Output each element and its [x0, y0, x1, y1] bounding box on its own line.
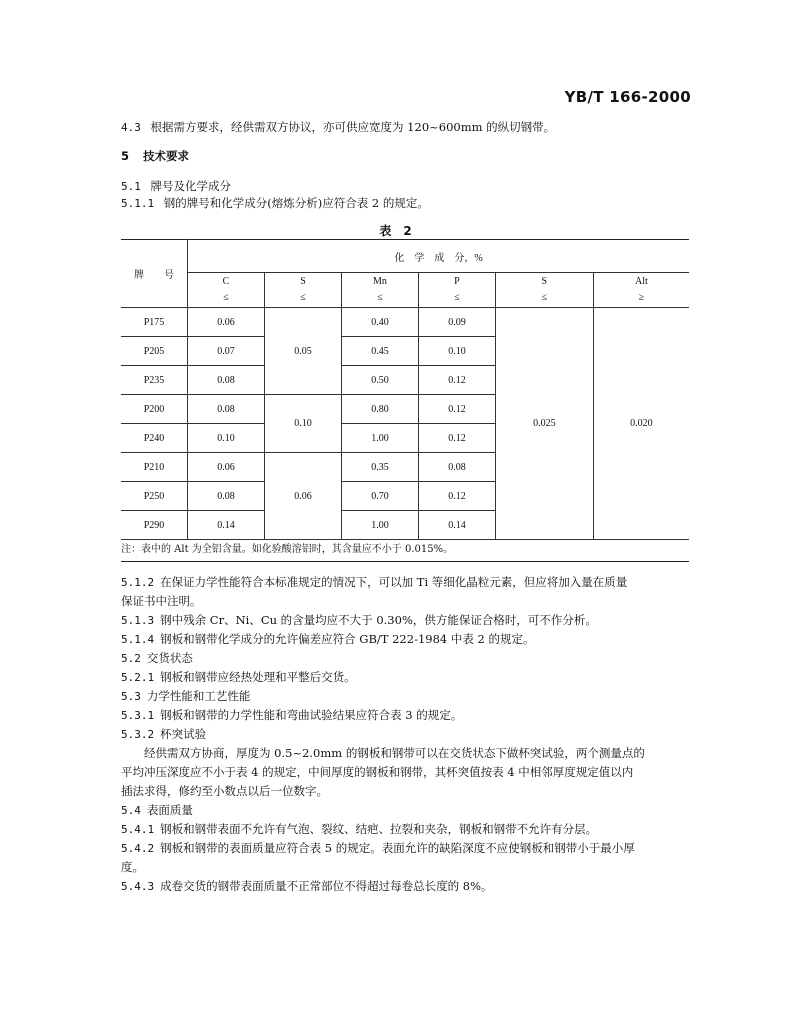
cell-c: 0.07 — [188, 337, 265, 366]
clause-5-2-1 — [121, 668, 691, 687]
cell-p: 0.12 — [418, 424, 495, 453]
cell-c: 0.06 — [188, 453, 265, 482]
cell-p: 0.12 — [418, 482, 495, 511]
header-chemical-composition: 化 学 成 分，% — [188, 240, 690, 273]
cell-mn: 0.45 — [341, 337, 418, 366]
cell-brand: P210 — [121, 453, 188, 482]
clause-5-4-1 — [121, 820, 691, 839]
clause-text: 钢板和钢带化学成分的允许偏差应符合 GB/T 222-1984 中表 2 的规定。 — [160, 632, 535, 646]
section-title: 技术要求 — [143, 149, 190, 163]
clause-number: 5.1.1 — [121, 197, 155, 210]
clause-number: 5.3 — [121, 690, 141, 703]
clause-4-3 — [121, 119, 693, 136]
clause-5-1 — [121, 178, 693, 195]
clause-5-2 — [121, 649, 691, 668]
header-brand: 牌 号 — [121, 240, 188, 308]
clause-number: 5.2.1 — [121, 671, 155, 684]
cell-brand: P175 — [121, 308, 188, 337]
cell-p: 0.12 — [418, 366, 495, 395]
clause-number: 5.4 — [121, 804, 141, 817]
clause-text: 表面质量 — [146, 803, 193, 817]
cell-mn: 1.00 — [341, 511, 418, 540]
clause-text: 杯突试验 — [160, 727, 207, 741]
cell-brand: P200 — [121, 395, 188, 424]
clause-5-4-2 — [121, 839, 691, 858]
clause-text: 钢的牌号和化学成分(熔炼分析)应符合表 2 的规定。 — [163, 196, 429, 210]
header-element-p: P ≤ — [418, 273, 495, 308]
header-element-mn: Mn ≤ — [341, 273, 418, 308]
clause-text: 钢板和钢带表面不允许有气泡、裂纹、结疤、拉裂和夹杂，钢板和钢带不允许有分层。 — [160, 822, 598, 836]
cell-c: 0.10 — [188, 424, 265, 453]
cell-alt-total: 0.020 — [593, 308, 689, 540]
cell-p: 0.09 — [418, 308, 495, 337]
cell-p: 0.14 — [418, 511, 495, 540]
cell-c: 0.08 — [188, 395, 265, 424]
clause-number: 5.4.2 — [121, 842, 155, 855]
cell-brand: P205 — [121, 337, 188, 366]
clause-5-3-2 — [121, 725, 691, 744]
clauses-body — [121, 573, 691, 896]
clause-5-3-2-body-2 — [121, 763, 691, 782]
table-bottom-rule — [121, 561, 689, 562]
clause-number: 5.1.4 — [121, 633, 155, 646]
clause-5-1-1 — [121, 195, 693, 212]
clause-number: 5.4.1 — [121, 823, 155, 836]
clause-text: 牌号及化学成分 — [150, 179, 232, 193]
clause-text: 钢中残余 Cr、Ni、Cu 的含量均应不大于 0.30%，供方能保证合格时，可不作分析。 — [160, 613, 597, 627]
header-element-alt: Alt ≥ — [593, 273, 689, 308]
cell-s-group-3: 0.06 — [264, 453, 341, 540]
clause-number: 5.1 — [121, 180, 141, 193]
table-row — [121, 308, 689, 337]
cell-brand: P250 — [121, 482, 188, 511]
clause-text: 保证书中注明。 — [121, 594, 202, 608]
header-element-s: S ≤ — [264, 273, 341, 308]
cell-c: 0.06 — [188, 308, 265, 337]
clause-text: 钢板和钢带的表面质量应符合表 5 的规定。表面允许的缺陷深度不应使钢板和钢带小于最小厚 — [160, 841, 635, 855]
clause-number: 5.2 — [121, 652, 141, 665]
header-element-c: C ≤ — [188, 273, 265, 308]
cell-mn: 0.50 — [341, 366, 418, 395]
table-2-chemical-composition — [121, 239, 689, 540]
clause-5-1-2 — [121, 573, 691, 592]
clause-5-3-2-body-1 — [121, 744, 691, 763]
clause-5-1-3 — [121, 611, 691, 630]
clause-5-3-1 — [121, 706, 691, 725]
cell-c: 0.08 — [188, 482, 265, 511]
clause-5-1-4 — [121, 630, 691, 649]
cell-p: 0.10 — [418, 337, 495, 366]
cell-mn: 0.40 — [341, 308, 418, 337]
cell-mn: 0.80 — [341, 395, 418, 424]
clause-text: 钢板和钢带应经热处理和平整后交货。 — [160, 670, 356, 684]
clause-text: 经供需双方协商，厚度为 0.5~2.0mm 的钢板和钢带可以在交货状态下做杯突试验，两个测量点的 — [121, 746, 645, 760]
cell-s-group-2: 0.10 — [264, 395, 341, 453]
cell-p: 0.08 — [418, 453, 495, 482]
clause-text: 平均冲压深度应不小于表 4 的规定，中间厚度的钢板和钢带，其杯突值按表 4 中相邻厚度规定值以内 — [121, 765, 634, 779]
cell-s-group-1: 0.05 — [264, 308, 341, 395]
cell-brand: P235 — [121, 366, 188, 395]
section-number: 5 — [121, 149, 130, 163]
clause-text: 根据需方要求，经供需双方协议，亦可供应宽度为 120~600mm 的纵切钢带。 — [150, 120, 556, 134]
clause-5-1-2-cont — [121, 592, 691, 611]
table-note: 注：表中的 Alt 为全铝含量。如化验酸溶铝时，其含量应不小于 0.015%。 — [121, 544, 454, 555]
clause-text: 钢板和钢带的力学性能和弯曲试验结果应符合表 3 的规定。 — [160, 708, 463, 722]
clause-5-4-2-cont — [121, 858, 691, 877]
clause-number: 4.3 — [121, 121, 141, 134]
cell-c: 0.14 — [188, 511, 265, 540]
cell-mn: 1.00 — [341, 424, 418, 453]
standard-number: YB/T 166-2000 — [564, 88, 691, 106]
clause-text: 在保证力学性能符合本标准规定的情况下，可以加 Ti 等细化晶粒元素，但应将加入量在质量 — [160, 575, 628, 589]
cell-mn: 0.35 — [341, 453, 418, 482]
clause-number: 5.1.3 — [121, 614, 155, 627]
cell-brand: P290 — [121, 511, 188, 540]
clause-text: 成卷交货的钢带表面质量不正常部位不得超过每卷总长度的 8%。 — [160, 879, 493, 893]
table-caption: 表 2 — [379, 224, 412, 238]
clause-text: 交货状态 — [146, 651, 193, 665]
clause-5-3 — [121, 687, 691, 706]
section-5-heading — [121, 148, 693, 164]
cell-s-total: 0.025 — [495, 308, 593, 540]
cell-mn: 0.70 — [341, 482, 418, 511]
clause-number: 5.4.3 — [121, 880, 155, 893]
clause-number: 5.3.1 — [121, 709, 155, 722]
header-element-s-total: S ≤ — [495, 273, 593, 308]
clause-5-4 — [121, 801, 691, 820]
clause-text: 力学性能和工艺性能 — [146, 689, 251, 703]
clause-text: 插法求得，修约至小数点以后一位数字。 — [121, 784, 328, 798]
clause-5-3-2-body-3 — [121, 782, 691, 801]
cell-c: 0.08 — [188, 366, 265, 395]
clause-text: 度。 — [121, 860, 144, 874]
cell-brand: P240 — [121, 424, 188, 453]
clause-5-4-3 — [121, 877, 691, 896]
cell-p: 0.12 — [418, 395, 495, 424]
clause-number: 5.1.2 — [121, 576, 155, 589]
clause-number: 5.3.2 — [121, 728, 155, 741]
